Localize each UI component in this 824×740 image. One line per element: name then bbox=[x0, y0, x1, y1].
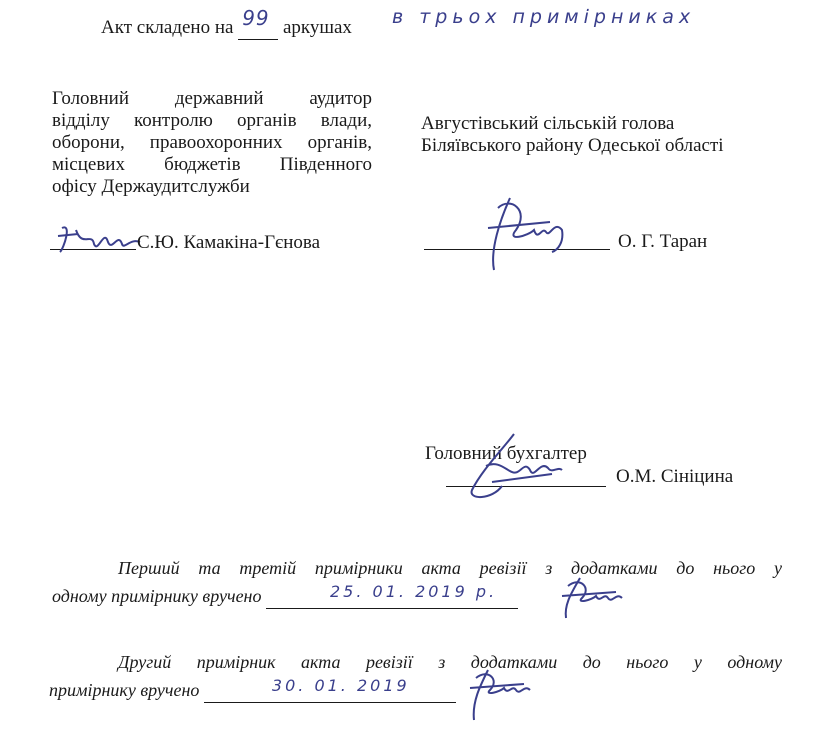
note2-signature bbox=[464, 666, 544, 726]
sheets-count-field bbox=[238, 6, 278, 40]
auditor-title-line: Головний державний аудитор bbox=[52, 88, 372, 109]
note2-line2-prefix: примірнику вручено bbox=[49, 680, 200, 700]
head-name: О. Г. Таран bbox=[618, 231, 708, 252]
head-signature bbox=[480, 190, 590, 280]
auditor-title-line: місцевих бюджетів Південного bbox=[52, 154, 372, 175]
accountant-signature bbox=[462, 430, 572, 510]
note2-date-field bbox=[204, 678, 456, 703]
note1-date-handwritten: 25. 01. 2019 р. bbox=[330, 582, 498, 601]
auditor-title-line: офісу Держаудитслужби bbox=[52, 176, 250, 197]
auditor-title-line: відділу контролю органів влади, bbox=[52, 110, 372, 131]
head-title bbox=[421, 113, 724, 157]
accountant-title: Головний бухгалтер bbox=[425, 443, 587, 464]
head-title-line: Августівський сільській голова bbox=[421, 113, 675, 134]
auditor-name: С.Ю. Камакіна-Гєнова bbox=[137, 232, 321, 253]
header-line bbox=[101, 6, 352, 40]
note1-line1: Перший та третій примірники акта ревізії з додатками до нього у bbox=[118, 558, 782, 578]
note2-date-handwritten: 30. 01. 2019 bbox=[271, 676, 410, 695]
note1-line2-prefix: одному примірнику вручено bbox=[52, 586, 262, 606]
header-prefix: Акт складено на bbox=[101, 17, 234, 38]
sheets-count-handwritten: 99 bbox=[242, 6, 270, 30]
note1-line2 bbox=[52, 584, 518, 609]
accountant-name: О.М. Сініцина bbox=[616, 466, 734, 487]
header-suffix: аркушах bbox=[282, 17, 352, 38]
note1-date-field bbox=[266, 584, 518, 609]
note1-signature bbox=[556, 574, 636, 624]
head-title-line: Біляївського району Одеської області bbox=[421, 135, 724, 156]
auditor-title-line: оборони, правоохоронних органів, bbox=[52, 132, 372, 153]
note2-line2 bbox=[49, 678, 456, 703]
auditor-title bbox=[52, 88, 372, 198]
note2-line1: Другий примірник акта ревізії з додатками до нього у одному bbox=[118, 652, 782, 672]
copies-handwritten: в трьох примірниках bbox=[392, 6, 696, 28]
